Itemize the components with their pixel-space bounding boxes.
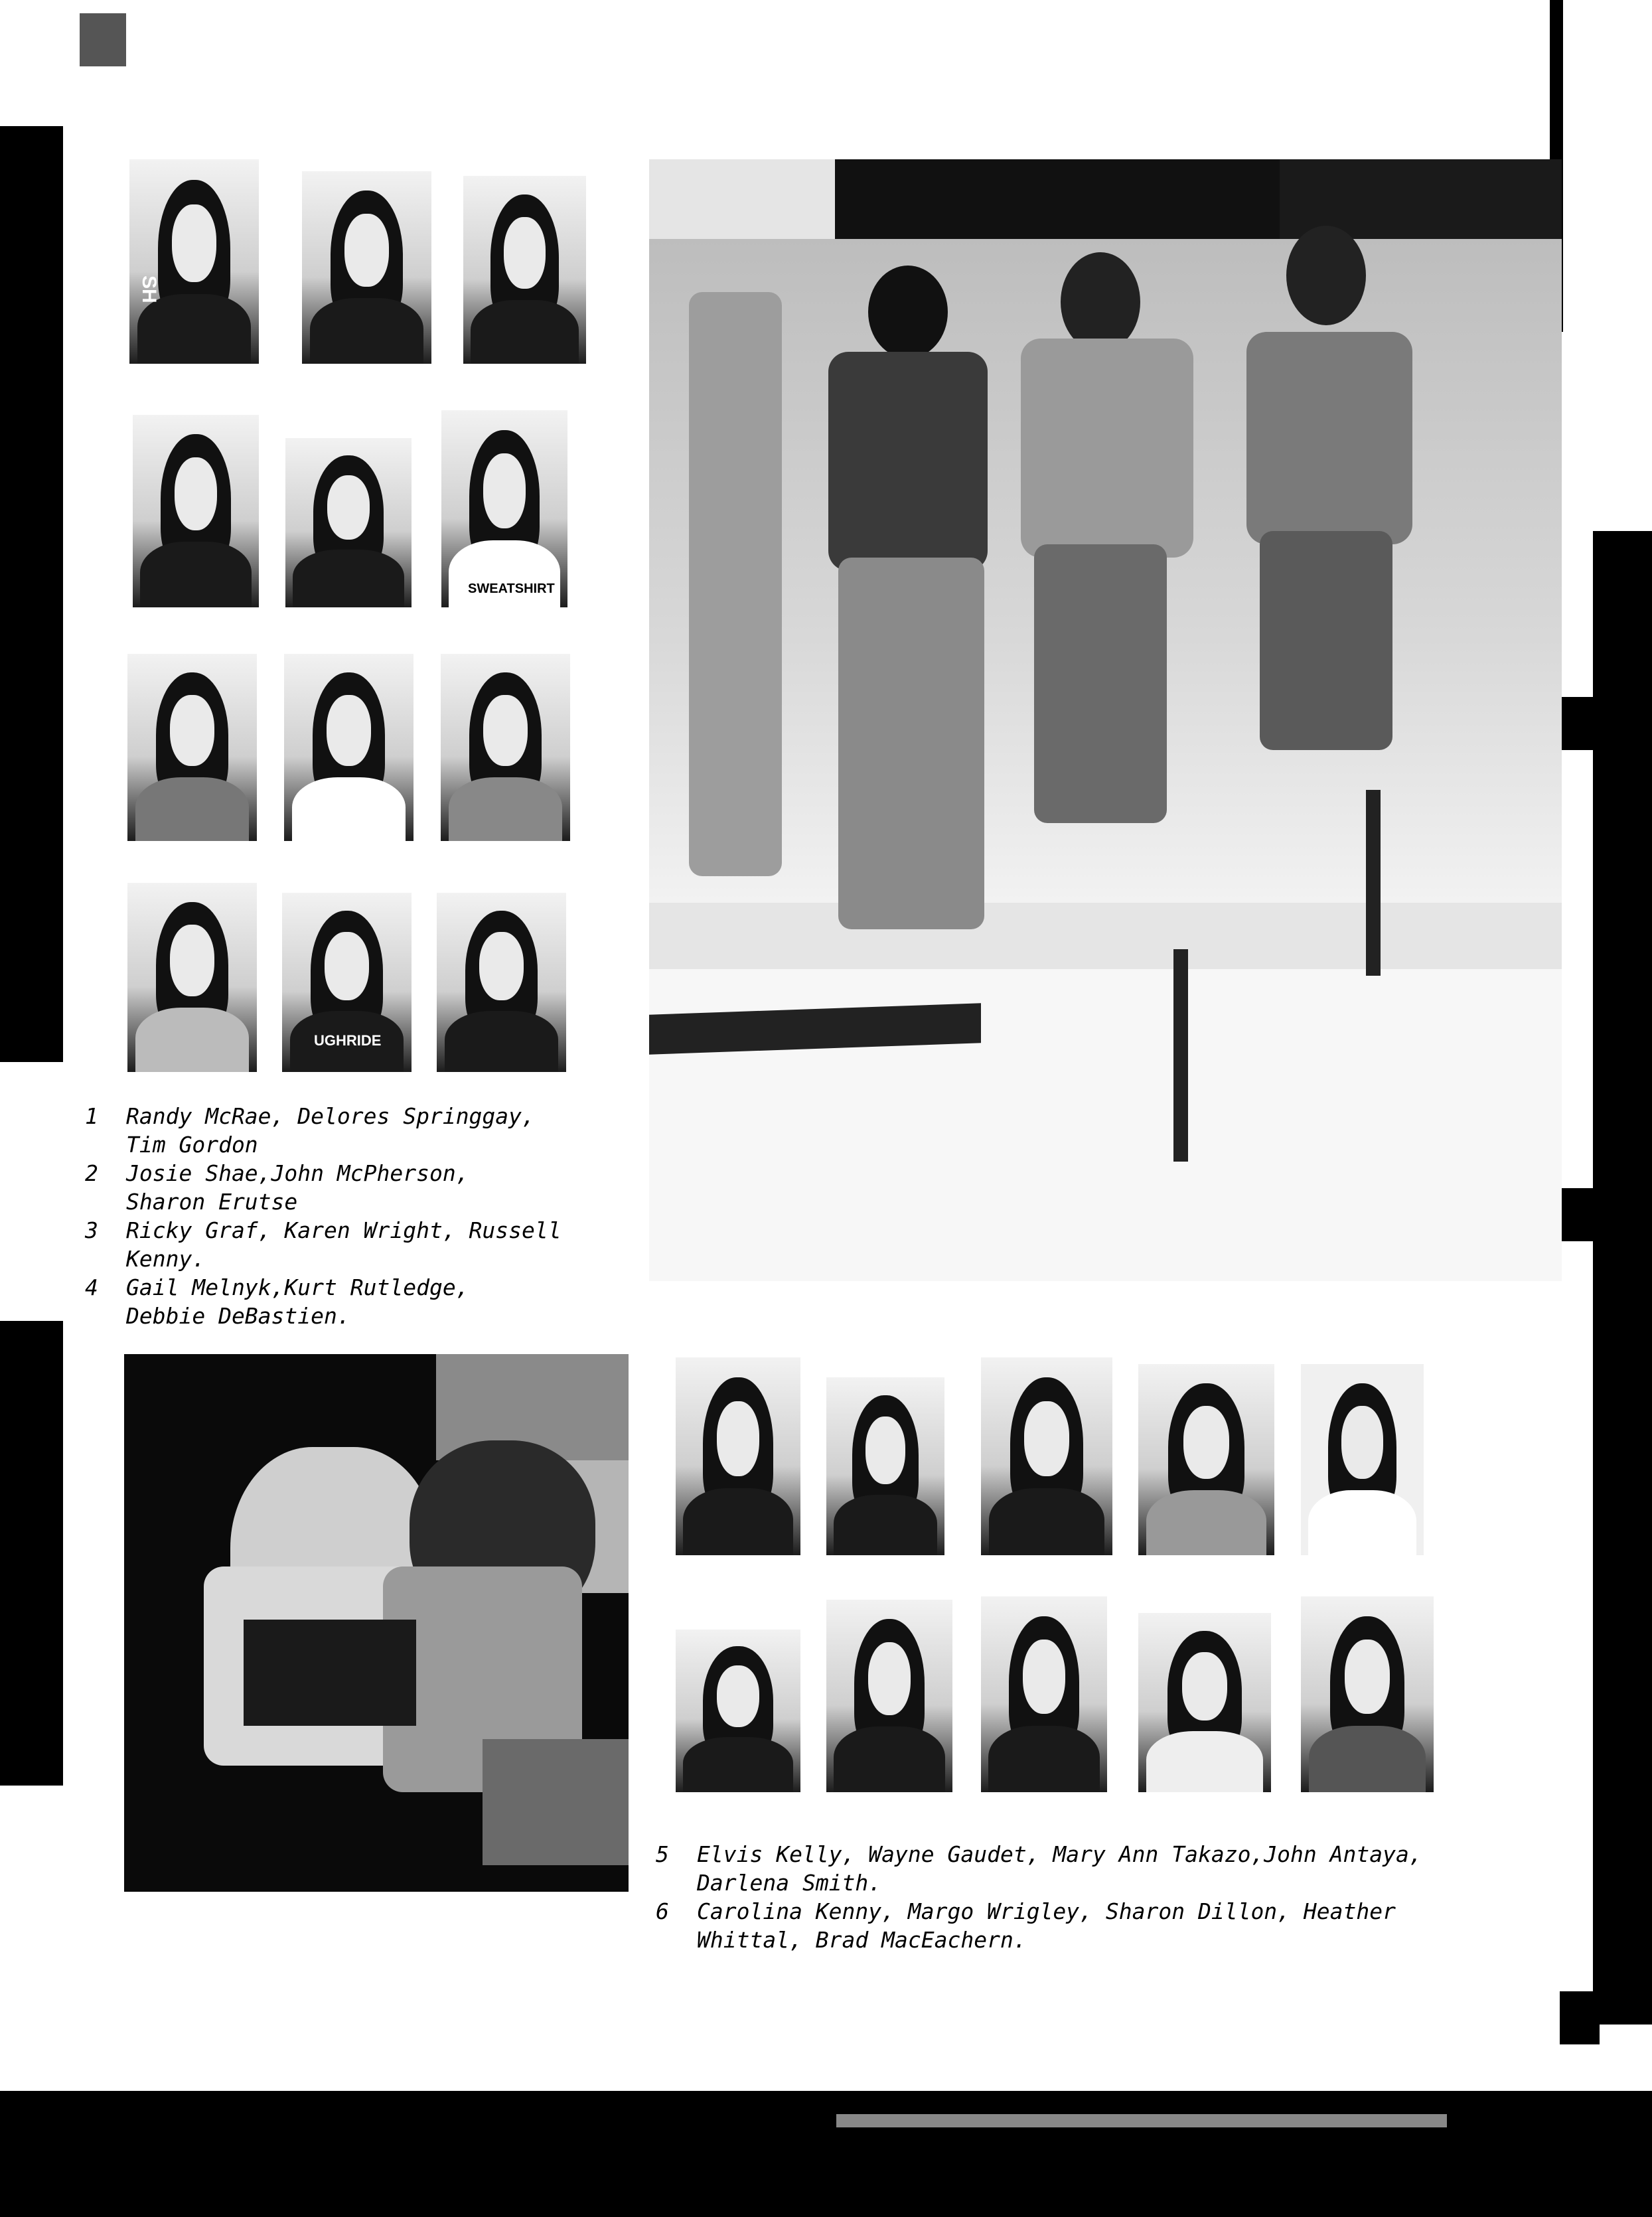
caption-names: Gail Melnyk,Kurt Rutledge, — [126, 1274, 469, 1300]
caption-number: 4 — [85, 1274, 98, 1300]
portrait-3-2 — [284, 654, 413, 841]
caption-names: Ricky Graf, Karen Wright, Russell — [126, 1217, 562, 1243]
caption-1 — [85, 1102, 616, 1159]
caption-number: 1 — [85, 1103, 98, 1129]
caption-names-cont: Tim Gordon — [126, 1132, 258, 1158]
caption-names: Randy McRae, Delores Springgay, — [126, 1103, 535, 1129]
portrait-5-3 — [981, 1357, 1112, 1555]
caption-names-cont: Sharon Erutse — [126, 1189, 298, 1215]
caption-names: Elvis Kelly, Wayne Gaudet, Mary Ann Takazo,John Antaya, — [697, 1841, 1422, 1867]
portrait-6-5 — [1301, 1596, 1434, 1792]
portrait-5-2 — [826, 1377, 944, 1555]
group-candid-photo — [124, 1354, 629, 1892]
right-tab-1 — [1560, 697, 1600, 750]
left-scan-border — [0, 126, 63, 1062]
bottom-scan-border — [0, 2091, 1652, 2217]
caption-names: Carolina Kenny, Margo Wrigley, Sharon Dillon, Heather — [697, 1898, 1396, 1924]
caption-2 — [85, 1159, 616, 1216]
portrait-2-1 — [133, 415, 259, 607]
right-scan-border — [1593, 531, 1652, 2025]
left-scan-border-lower — [0, 1321, 63, 1786]
portrait-5-1 — [676, 1357, 800, 1555]
caption-number: 5 — [656, 1841, 669, 1867]
portrait-1-2 — [302, 171, 431, 364]
caption-names-cont: Kenny. — [126, 1246, 206, 1272]
bottom-scan-gray — [836, 2114, 1447, 2127]
shirt-text-toughrider: UGHRIDE — [314, 1032, 382, 1049]
caption-number: 6 — [656, 1898, 669, 1924]
top-left-corner-mark — [80, 13, 126, 66]
portrait-6-2 — [826, 1600, 952, 1792]
portrait-5-4 — [1138, 1364, 1274, 1555]
caption-names-cont: Whittal, Brad MacEachern. — [697, 1927, 1027, 1953]
portrait-6-1 — [676, 1630, 800, 1792]
running-race-photo — [649, 159, 1562, 1281]
portrait-5-5 — [1301, 1364, 1424, 1555]
shirt-text-sh: SH — [138, 275, 160, 303]
caption-names: Josie Shae,John McPherson, — [126, 1160, 469, 1186]
caption-3 — [85, 1216, 616, 1273]
portrait-6-3 — [981, 1596, 1107, 1792]
portrait-3-3 — [441, 654, 570, 841]
shirt-text-sweatshirt: SWEATSHIRT — [468, 581, 555, 596]
portrait-2-3 — [441, 410, 567, 607]
portrait-4-1 — [127, 883, 257, 1072]
portrait-1-3 — [463, 176, 586, 364]
caption-6 — [656, 1897, 1519, 1954]
caption-number: 3 — [85, 1217, 98, 1243]
caption-4 — [85, 1273, 616, 1330]
caption-names-cont: Darlena Smith. — [697, 1870, 882, 1896]
portrait-3-1 — [127, 654, 257, 841]
right-tab-2 — [1560, 1188, 1600, 1241]
right-tab-3 — [1560, 1991, 1600, 2044]
caption-5 — [656, 1840, 1519, 1897]
portrait-2-2 — [285, 438, 412, 607]
caption-number: 2 — [85, 1160, 98, 1186]
portrait-1-1 — [129, 159, 259, 364]
portrait-4-2 — [282, 893, 412, 1072]
portrait-6-4 — [1138, 1613, 1271, 1792]
caption-names-cont: Debbie DeBastien. — [126, 1303, 350, 1329]
portrait-4-3 — [437, 893, 566, 1072]
